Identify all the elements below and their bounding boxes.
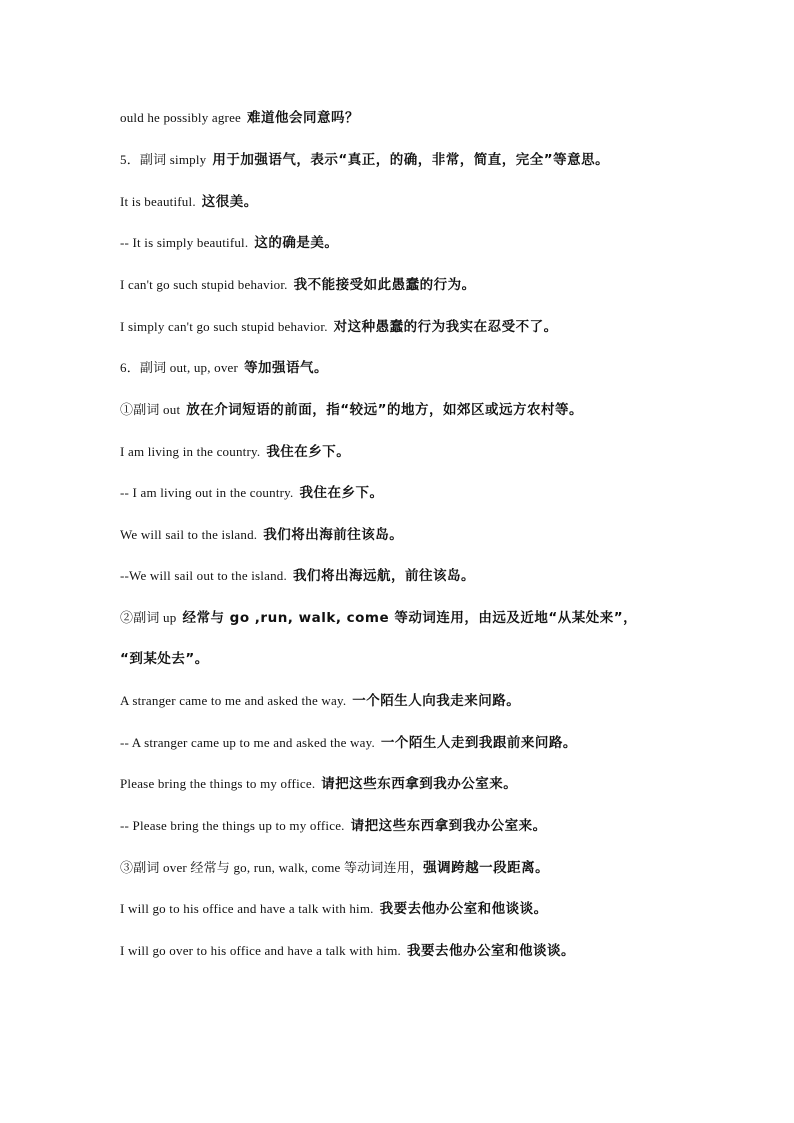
chinese-text: 经常与 go ,run, walk, come 等动词连用，由远及近地“从某处来”， bbox=[182, 610, 638, 626]
english-text: I will go to his office and have a talk with him. bbox=[120, 901, 374, 916]
chinese-text: 我住在乡下。 bbox=[299, 485, 384, 501]
chinese-text: 用于加强语气，表示“真正，的确，非常，简直，完全”等意思。 bbox=[212, 152, 610, 168]
text-line bbox=[120, 564, 780, 588]
section-heading bbox=[120, 356, 780, 380]
chinese-text: 对这种愚蠢的行为我实在忍受不了。 bbox=[333, 319, 558, 335]
english-text: 6．副词 out, up, over bbox=[120, 360, 239, 375]
english-text: I am living in the country. bbox=[120, 444, 261, 459]
chinese-text: 我要去他办公室和他谈谈。 bbox=[406, 943, 575, 959]
english-text: 5．副词 simply bbox=[120, 152, 207, 167]
english-text: We will sail to the island. bbox=[120, 527, 258, 542]
chinese-text: 我们将出海远航，前往该岛。 bbox=[292, 568, 475, 584]
english-text: ②副词 up bbox=[120, 610, 177, 625]
english-text: ①副词 out bbox=[120, 402, 181, 417]
subsection-heading bbox=[120, 606, 780, 630]
chinese-text: 请把这些东西拿到我办公室来。 bbox=[321, 776, 518, 792]
text-line bbox=[120, 190, 780, 214]
text-line bbox=[120, 106, 780, 130]
english-text: -- It is simply beautiful. bbox=[120, 235, 249, 250]
text-line bbox=[120, 315, 780, 339]
chinese-text: 一个陌生人向我走来问路。 bbox=[352, 693, 521, 709]
subsection-heading bbox=[120, 398, 780, 422]
english-text: I can't go such stupid behavior. bbox=[120, 277, 288, 292]
chinese-text: 我不能接受如此愚蠢的行为。 bbox=[293, 277, 476, 293]
chinese-text: 我们将出海前往该岛。 bbox=[263, 527, 404, 543]
english-text: -- I am living out in the country. bbox=[120, 485, 294, 500]
english-text: ould he possibly agree bbox=[120, 110, 242, 125]
text-line bbox=[120, 939, 780, 963]
english-text: I simply can't go such stupid behavior. bbox=[120, 319, 328, 334]
chinese-text: 这的确是美。 bbox=[254, 235, 339, 251]
text-line bbox=[120, 481, 780, 505]
english-text: Please bring the things to my office. bbox=[120, 776, 316, 791]
chinese-text: 强调跨越一段距离。 bbox=[423, 860, 550, 876]
text-line bbox=[120, 897, 780, 921]
chinese-text: 这很美。 bbox=[201, 194, 258, 210]
text-line bbox=[120, 231, 780, 255]
chinese-text: “到某处去”。 bbox=[120, 651, 209, 667]
text-line bbox=[120, 440, 780, 464]
chinese-text: 放在介词短语的前面，指“较远”的地方，如郊区或远方农村等。 bbox=[186, 402, 584, 418]
text-line bbox=[120, 523, 780, 547]
chinese-text: 我要去他办公室和他谈谈。 bbox=[379, 901, 548, 917]
chinese-text: 一个陌生人走到我跟前来问路。 bbox=[380, 735, 577, 751]
text-line bbox=[120, 814, 780, 838]
text-line bbox=[120, 731, 780, 755]
english-text: --We will sail out to the island. bbox=[120, 568, 287, 583]
english-text: A stranger came to me and asked the way. bbox=[120, 693, 347, 708]
chinese-text: 难道他会同意吗？ bbox=[247, 110, 360, 126]
subsection-heading bbox=[120, 856, 780, 880]
english-text: -- A stranger came up to me and asked the way. bbox=[120, 735, 375, 750]
english-text: -- Please bring the things up to my office. bbox=[120, 818, 345, 833]
subsection-heading-continued bbox=[120, 647, 780, 671]
english-text: It is beautiful. bbox=[120, 194, 196, 209]
text-line bbox=[120, 772, 780, 796]
chinese-text: 请把这些东西拿到我办公室来。 bbox=[350, 818, 547, 834]
english-text: ③副词 over 经常与 go, run, walk, come 等动词连用， bbox=[120, 860, 424, 875]
text-line bbox=[120, 689, 780, 713]
chinese-text: 我住在乡下。 bbox=[266, 444, 351, 460]
chinese-text: 等加强语气。 bbox=[244, 360, 329, 376]
section-heading bbox=[120, 148, 780, 172]
english-text: I will go over to his office and have a talk with him. bbox=[120, 943, 401, 958]
text-line bbox=[120, 273, 780, 297]
